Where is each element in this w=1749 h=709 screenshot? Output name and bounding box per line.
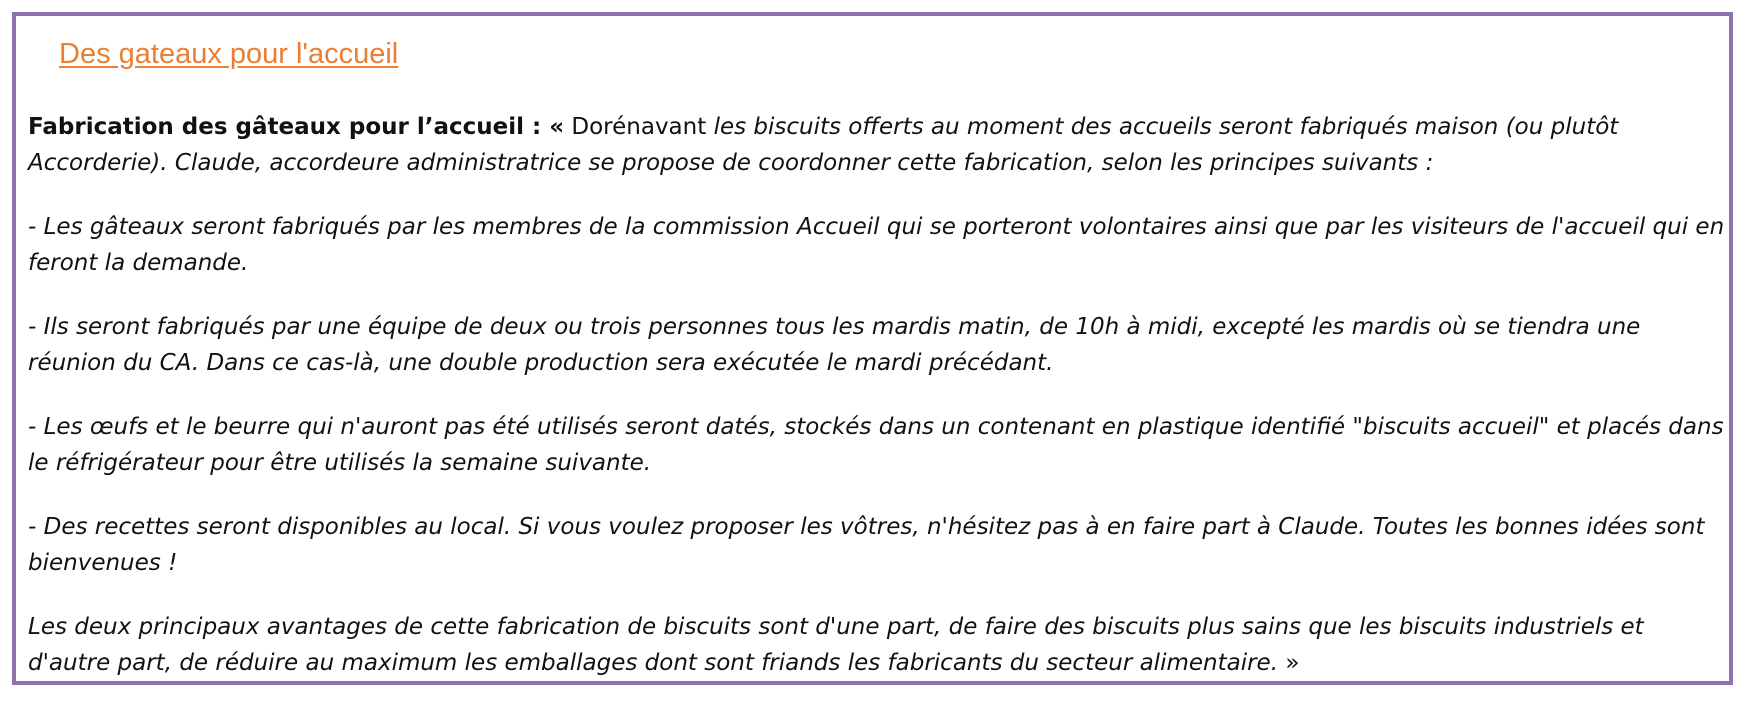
article-body bbox=[28, 109, 1728, 709]
conclusion-paragraph bbox=[28, 609, 1728, 681]
point-text: - Des recettes seront disponibles au local. Si vous voulez proposer les vôtres, n'hésitez pas à en faire part à Claude. Toutes les bonnes idées sont bienvenues ! bbox=[28, 514, 1705, 576]
point-text: - Les gâteaux seront fabriqués par les membres de la commission Accueil qui se porteront volontaires ainsi que par les visiteurs de l'accueil qui en feront la demande. bbox=[28, 214, 1725, 276]
point-paragraph-4 bbox=[28, 509, 1728, 581]
intro-normal-text: Dorénavant bbox=[571, 114, 707, 140]
point-paragraph-3 bbox=[28, 409, 1728, 481]
intro-bold-label: Fabrication des gâteaux pour l’accueil : « bbox=[28, 114, 565, 140]
point-text: - Ils seront fabriqués par une équipe de deux ou trois personnes tous les mardis matin, de 10h à midi, excepté les mardis où se tiendra une réunion du CA. Dans ce cas-là, une double production sera exécutée le mardi précédant. bbox=[28, 314, 1641, 376]
content-frame bbox=[12, 12, 1733, 685]
title-link[interactable]: Des gateaux pour l'accueil bbox=[59, 38, 399, 70]
closing-quote: » bbox=[1285, 650, 1300, 676]
point-text: - Les œufs et le beurre qui n'auront pas été utilisés seront datés, stockés dans un contenant en plastique identifié "biscuits accueil" et placés dans le réfrigérateur pour être utilisés la semaine suivante. bbox=[28, 414, 1724, 476]
point-paragraph-1 bbox=[28, 209, 1728, 281]
intro-italic-text: les biscuits offerts au moment des accueils seront fabriqués maison (ou plutôt Accorderie). Claude, accordeure administratrice se propose de coordonner cette fabrication, selon les principes suivants : bbox=[28, 114, 1619, 176]
point-paragraph-2 bbox=[28, 309, 1728, 381]
intro-paragraph bbox=[28, 109, 1728, 181]
conclusion-text: Les deux principaux avantages de cette fabrication de biscuits sont d'une part, de faire des biscuits plus sains que les biscuits industriels et d'autre part, de réduire au maximum les emballages dont sont friands les fabricants du secteur alimentaire. bbox=[28, 614, 1644, 676]
